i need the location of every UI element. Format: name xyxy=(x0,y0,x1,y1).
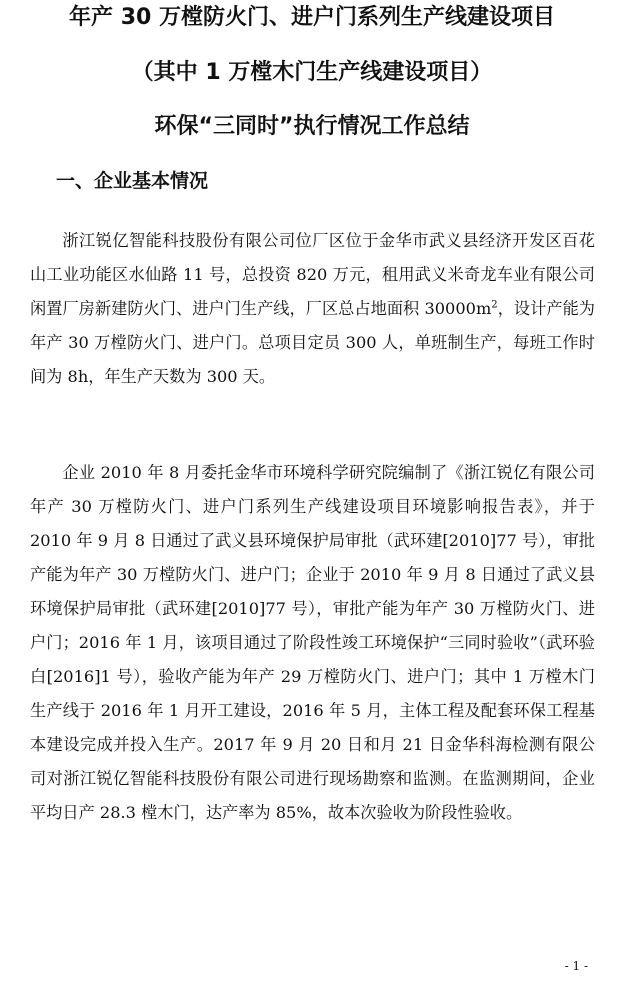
document-title-line-2: （其中 1 万樘木门生产线建设项目） xyxy=(131,60,493,85)
paragraph-1-text-part-2: ，设计产能为年产 30 万樘防火门、进户门。总项目定员 300 人，单班制生产，每班工作时间为 8h，年生产天数为 300 天。 xyxy=(30,299,595,386)
document-title-line-1: 年产 30 万樘防火门、进户门系列生产线建设项目 xyxy=(69,5,555,30)
page-number: - 1 - xyxy=(564,959,588,973)
area-unit-superscript: 2 xyxy=(491,299,498,311)
paragraph-enterprise-overview xyxy=(30,224,595,394)
section-heading-enterprise-overview: 一、企业基本情况 xyxy=(56,170,209,192)
paragraph-project-history: 企业 2010 年 8 月委托金华市环境科学研究院编制了《浙江锐亿有限公司年产 30 万樘防火门、进户门系列生产线建设项目环境影响报告表》，并于 2010 年 9 月 8 日通过了武义县环境保护局审批（武环建[2010]77 号），审批产能为年产 30 万樘防火门、进户门；企业于 2010 年 9 月 8 日通过了武义县环境保护局审批（武环建[2010]77 号），审批产能为年产 30 万樘防火门、进户门；2016 年 1 月，该项目通过了阶段性竣工环境保护“三同时验收”（武环验白[2016]1 号），验收产能为年产 29 万樘防火门、进户门；其中 1 万樘木门生产线于 2016 年 1 月开工建设，2016 年 5 月，主体工程及配套环保工程基本建设完成并投入生产。2017 年 9 月 20 日和月 21 日金华科海检测有限公司对浙江锐亿智能科技股份有限公司进行现场勘察和监测。在监测期间，企业平均日产 28.3 樘木门，达产率为 85%，故本次验收为阶段性验收。 xyxy=(30,463,595,822)
document-title-line-3: 环保“三同时”执行情况工作总结 xyxy=(154,114,470,139)
paragraph-1-text-part-1: 浙江锐亿智能科技股份有限公司位厂区位于金华市武义县经济开发区百花山工业功能区水仙路 11 号，总投资 820 万元，租用武义米奇龙车业有限公司闲置厂房新建防火门、进户门生产线，厂区总占地面积 30000m xyxy=(30,231,595,318)
